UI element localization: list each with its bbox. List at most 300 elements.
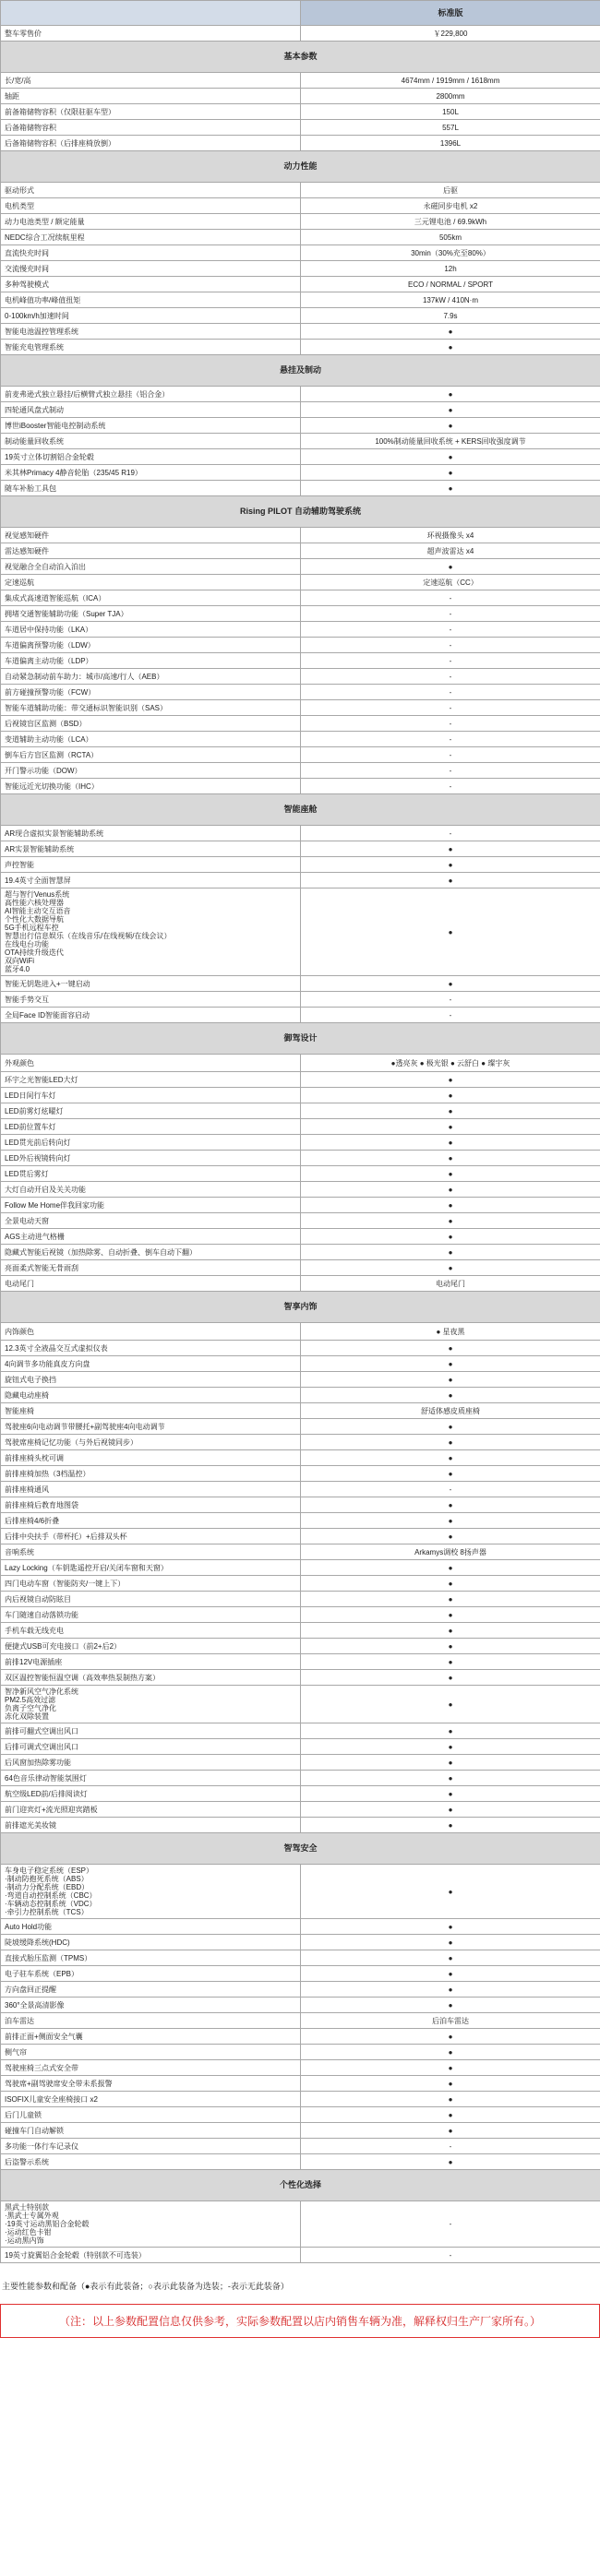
spec-row bbox=[1, 1372, 600, 1388]
spec-label: 音响系统 bbox=[1, 1544, 301, 1560]
spec-value: ECO / NORMAL / SPORT bbox=[301, 277, 600, 292]
spec-label: 后盗警示系统 bbox=[1, 2154, 301, 2170]
spec-row bbox=[1, 230, 600, 245]
spec-value: ● bbox=[301, 1245, 600, 1260]
spec-label: 双区温控智能恒温空调（高效率热泵制热方案） bbox=[1, 1670, 301, 1686]
spec-row bbox=[1, 1818, 600, 1833]
spec-label: LED外后视镜转向灯 bbox=[1, 1151, 301, 1166]
spec-label: 隐藏式智能后视镜（加热除雾、自动折叠、倒车自动下翻） bbox=[1, 1245, 301, 1260]
spec-label: Auto Hold功能 bbox=[1, 1919, 301, 1935]
spec-row bbox=[1, 1435, 600, 1450]
spec-row bbox=[1, 1450, 600, 1466]
spec-row bbox=[1, 261, 600, 277]
spec-label: 制动能量回收系统 bbox=[1, 434, 301, 449]
spec-value: ● bbox=[301, 1166, 600, 1182]
spec-value: ● bbox=[301, 1739, 600, 1755]
spec-label: 动力电池类型 / 额定能量 bbox=[1, 214, 301, 230]
spec-value: ● bbox=[301, 1529, 600, 1544]
spec-label: 集成式高速道智能巡航（ICA） bbox=[1, 590, 301, 606]
spec-label: 全局Face ID智能面容启动 bbox=[1, 1008, 301, 1023]
spec-row bbox=[1, 2029, 600, 2045]
spec-value: 30min（30%充至80%） bbox=[301, 245, 600, 261]
spec-label: 交流慢充时间 bbox=[1, 261, 301, 277]
spec-value: ● bbox=[301, 1865, 600, 1919]
spec-row bbox=[1, 2107, 600, 2123]
spec-row bbox=[1, 1119, 600, 1135]
spec-label: 泊车雷达 bbox=[1, 2013, 301, 2029]
spec-row bbox=[1, 826, 600, 841]
spec-label: 后排中央扶手（带杯托）+后排双头杯 bbox=[1, 1529, 301, 1544]
spec-row bbox=[1, 1466, 600, 1482]
spec-label: 前备箱储物容积（仅限驻驱车型） bbox=[1, 104, 301, 120]
spec-label: 视觉融合全自动泊入泊出 bbox=[1, 559, 301, 575]
spec-row bbox=[1, 1151, 600, 1166]
spec-row bbox=[1, 324, 600, 340]
spec-label: 后门儿童锁 bbox=[1, 2107, 301, 2123]
spec-label: 前排遮光美妆镜 bbox=[1, 1818, 301, 1833]
spec-value: ● bbox=[301, 1639, 600, 1654]
spec-label: 19英寸立体切割铝合金轮毂 bbox=[1, 449, 301, 465]
spec-row bbox=[1, 2060, 600, 2076]
spec-value: ￥229,800 bbox=[301, 26, 600, 42]
spec-value: 电动尾门 bbox=[301, 1276, 600, 1292]
spec-label: 车道偏离预警功能（LDW） bbox=[1, 638, 301, 653]
section-title: 智能座舱 bbox=[1, 794, 600, 826]
section-title: 智驾安全 bbox=[1, 1833, 600, 1865]
spec-row bbox=[1, 732, 600, 747]
spec-row bbox=[1, 1103, 600, 1119]
spec-row bbox=[1, 559, 600, 575]
spec-row bbox=[1, 1135, 600, 1151]
spec-row bbox=[1, 992, 600, 1008]
spec-row bbox=[1, 1686, 600, 1723]
spec-value: 定速巡航（CC） bbox=[301, 575, 600, 590]
spec-row bbox=[1, 1182, 600, 1198]
spec-value: ● bbox=[301, 1654, 600, 1670]
spec-label: 智能车道辅助功能：带交通标识智能识别（SAS） bbox=[1, 700, 301, 716]
spec-value: - bbox=[301, 1008, 600, 1023]
spec-row bbox=[1, 1072, 600, 1088]
spec-value: - bbox=[301, 606, 600, 622]
spec-value: ● bbox=[301, 1771, 600, 1786]
spec-label: 电动尾门 bbox=[1, 1276, 301, 1292]
spec-value: ● bbox=[301, 387, 600, 402]
spec-value: ● bbox=[301, 481, 600, 496]
spec-row bbox=[1, 2045, 600, 2060]
spec-value: Arkamys调校 8扬声器 bbox=[301, 1544, 600, 1560]
trim-name: 标准版 bbox=[301, 1, 600, 26]
spec-value: ● bbox=[301, 1560, 600, 1576]
spec-value: 2800mm bbox=[301, 89, 600, 104]
spec-value: ● bbox=[301, 1723, 600, 1739]
spec-row bbox=[1, 1198, 600, 1213]
spec-label: 变道辅助主动功能（LCA） bbox=[1, 732, 301, 747]
spec-label: 黑武士特别款 ·黑武士专属外观 ·19英寸运动黑铝合金轮毂 ·运动红色卡钳 ·运动黑内饰 bbox=[1, 2201, 301, 2248]
spec-value: ● bbox=[301, 1450, 600, 1466]
spec-value: 505km bbox=[301, 230, 600, 245]
spec-value: - bbox=[301, 779, 600, 794]
spec-label: LED日间行车灯 bbox=[1, 1088, 301, 1103]
spec-label: 直流快充时间 bbox=[1, 245, 301, 261]
spec-label: LED前位置车灯 bbox=[1, 1119, 301, 1135]
spec-row bbox=[1, 1739, 600, 1755]
spec-value: ● bbox=[301, 1919, 600, 1935]
section-header bbox=[1, 1833, 600, 1865]
spec-row bbox=[1, 1356, 600, 1372]
spec-label: 智能充电管理系统 bbox=[1, 340, 301, 355]
spec-row bbox=[1, 857, 600, 873]
spec-row bbox=[1, 1388, 600, 1403]
spec-value: - bbox=[301, 669, 600, 685]
spec-row bbox=[1, 136, 600, 151]
spec-row bbox=[1, 575, 600, 590]
spec-label: 智能座椅 bbox=[1, 1403, 301, 1419]
spec-label: AGS主动进气格栅 bbox=[1, 1229, 301, 1245]
spec-value: ● bbox=[301, 1388, 600, 1403]
spec-value: ● bbox=[301, 1103, 600, 1119]
spec-row bbox=[1, 1966, 600, 1982]
spec-row bbox=[1, 779, 600, 794]
spec-row bbox=[1, 763, 600, 779]
spec-value: ● bbox=[301, 1419, 600, 1435]
spec-value: 150L bbox=[301, 104, 600, 120]
spec-value: ● bbox=[301, 1982, 600, 1998]
spec-label: 车道偏离主动功能（LDP） bbox=[1, 653, 301, 669]
spec-row bbox=[1, 1723, 600, 1739]
spec-row bbox=[1, 1623, 600, 1639]
spec-value: ● 星夜黑 bbox=[301, 1323, 600, 1341]
spec-row bbox=[1, 2123, 600, 2139]
spec-row bbox=[1, 685, 600, 700]
spec-value: ● bbox=[301, 2060, 600, 2076]
spec-label: Lazy Locking（车钥匙遥控开启/关闭车窗和天窗） bbox=[1, 1560, 301, 1576]
spec-row bbox=[1, 402, 600, 418]
spec-row bbox=[1, 1403, 600, 1419]
spec-value: ● bbox=[301, 1966, 600, 1982]
spec-label: 车身电子稳定系统（ESP） ·制动防抱死系统（ABS） ·制动力分配系统（EBD） ·弯道自动控制系统（CBC） ·车辆动态控制系统（VDC） ·牵引力控制系统（TCS） bbox=[1, 1865, 301, 1919]
spec-label: 前麦弗逊式独立悬挂/后横臂式独立悬挂（铝合金） bbox=[1, 387, 301, 402]
spec-row bbox=[1, 1323, 600, 1341]
spec-label: 智能无钥匙进入+一键启动 bbox=[1, 976, 301, 992]
spec-label: 后排可调式空调出风口 bbox=[1, 1739, 301, 1755]
spec-row bbox=[1, 590, 600, 606]
spec-row bbox=[1, 1166, 600, 1182]
spec-value: ● bbox=[301, 1151, 600, 1166]
spec-row bbox=[1, 465, 600, 481]
spec-label: 0-100km/h加速时间 bbox=[1, 308, 301, 324]
spec-label: LED贯光前后转向灯 bbox=[1, 1135, 301, 1151]
section-title: 基本参数 bbox=[1, 42, 600, 73]
spec-row bbox=[1, 2201, 600, 2248]
spec-row bbox=[1, 1919, 600, 1935]
spec-value: ● bbox=[301, 857, 600, 873]
spec-row bbox=[1, 1802, 600, 1818]
spec-label: NEDC综合工况续航里程 bbox=[1, 230, 301, 245]
spec-row bbox=[1, 1576, 600, 1592]
spec-value: ● bbox=[301, 1607, 600, 1623]
spec-label: 倒车后方盲区监测（RCTA） bbox=[1, 747, 301, 763]
spec-label: 内后视镜自动防眩目 bbox=[1, 1592, 301, 1607]
spec-value: - bbox=[301, 992, 600, 1008]
spec-label: 360°全景高清影像 bbox=[1, 1998, 301, 2013]
spec-label: 拥堵交通智能辅助功能（Super TJA） bbox=[1, 606, 301, 622]
spec-row bbox=[1, 89, 600, 104]
spec-label: 后排座椅4/6折叠 bbox=[1, 1513, 301, 1529]
spec-row bbox=[1, 543, 600, 559]
spec-value: ● bbox=[301, 1755, 600, 1771]
spec-label: 智能电池温控管理系统 bbox=[1, 324, 301, 340]
spec-label: 轴距 bbox=[1, 89, 301, 104]
spec-row bbox=[1, 449, 600, 465]
spec-label: 后备箱储物容积 bbox=[1, 120, 301, 136]
spec-label: 电子驻车系统（EPB） bbox=[1, 1966, 301, 1982]
spec-label: 驾驶座6向电动调节带腰托+副驾驶座4向电动调节 bbox=[1, 1419, 301, 1435]
spec-value: ● bbox=[301, 2045, 600, 2060]
spec-label: 米其林Primacy 4静音轮胎（235/45 R19） bbox=[1, 465, 301, 481]
spec-label: 驱动形式 bbox=[1, 183, 301, 198]
spec-row bbox=[1, 1592, 600, 1607]
spec-value: ● bbox=[301, 1998, 600, 2013]
spec-label: 19.4英寸全面智慧屏 bbox=[1, 873, 301, 888]
spec-row bbox=[1, 1935, 600, 1950]
spec-label: 侧气帘 bbox=[1, 2045, 301, 2060]
spec-label: 前方碰撞预警功能（FCW） bbox=[1, 685, 301, 700]
spec-value: ● bbox=[301, 2154, 600, 2170]
spec-label: 随车补胎工具包 bbox=[1, 481, 301, 496]
spec-value: ● bbox=[301, 465, 600, 481]
spec-row bbox=[1, 1497, 600, 1513]
spec-value: ● bbox=[301, 1466, 600, 1482]
spec-label: 便捷式USB可充电接口（前2+后2） bbox=[1, 1639, 301, 1654]
spec-value: ● bbox=[301, 1260, 600, 1276]
spec-label: 全景电动天窗 bbox=[1, 1213, 301, 1229]
spec-value: 三元锂电池 / 69.9kWh bbox=[301, 214, 600, 230]
spec-value: 后驱 bbox=[301, 183, 600, 198]
spec-label: 前排座椅后教育地图袋 bbox=[1, 1497, 301, 1513]
spec-value: ●透亮灰 ● 极光银 ● 云舒白 ● 璨宇灰 bbox=[301, 1055, 600, 1072]
spec-label: 驾驶席+副驾驶席安全带未系报警 bbox=[1, 2076, 301, 2092]
spec-row bbox=[1, 1998, 600, 2013]
spec-row bbox=[1, 653, 600, 669]
spec-row bbox=[1, 214, 600, 230]
spec-value: - bbox=[301, 763, 600, 779]
spec-row bbox=[1, 1670, 600, 1686]
spec-label: 声控智能 bbox=[1, 857, 301, 873]
section-title: 御驾设计 bbox=[1, 1023, 600, 1055]
table-header bbox=[1, 1, 600, 26]
section-header bbox=[1, 496, 600, 528]
spec-row bbox=[1, 1213, 600, 1229]
spec-label: 电机类型 bbox=[1, 198, 301, 214]
spec-value: ● bbox=[301, 1497, 600, 1513]
spec-row bbox=[1, 1865, 600, 1919]
spec-label: 四轮通风盘式制动 bbox=[1, 402, 301, 418]
spec-label: 直接式胎压监测（TPMS） bbox=[1, 1950, 301, 1966]
spec-row bbox=[1, 1529, 600, 1544]
spec-value: ● bbox=[301, 873, 600, 888]
spec-value: - bbox=[301, 2201, 600, 2248]
spec-label: 定速巡航 bbox=[1, 575, 301, 590]
spec-value: 舒适体感皮质座椅 bbox=[301, 1403, 600, 1419]
spec-label: 前排12V电源插座 bbox=[1, 1654, 301, 1670]
spec-value: ● bbox=[301, 888, 600, 976]
spec-value: ● bbox=[301, 2076, 600, 2092]
spec-value: - bbox=[301, 685, 600, 700]
spec-row bbox=[1, 2092, 600, 2107]
spec-label: 4向调节多功能真皮方向盘 bbox=[1, 1356, 301, 1372]
spec-row bbox=[1, 622, 600, 638]
spec-row bbox=[1, 1482, 600, 1497]
spec-row bbox=[1, 1513, 600, 1529]
spec-label: 车门随速自动落锁功能 bbox=[1, 1607, 301, 1623]
spec-value: ● bbox=[301, 1818, 600, 1833]
spec-row bbox=[1, 638, 600, 653]
header-label bbox=[1, 1, 301, 26]
spec-value: - bbox=[301, 590, 600, 606]
spec-row bbox=[1, 245, 600, 261]
spec-value: ● bbox=[301, 1786, 600, 1802]
spec-row bbox=[1, 873, 600, 888]
spec-row bbox=[1, 1055, 600, 1072]
spec-value: ● bbox=[301, 1950, 600, 1966]
spec-row bbox=[1, 2248, 600, 2263]
spec-label: 开门警示功能（DOW） bbox=[1, 763, 301, 779]
spec-label: 大灯自动开启及关关功能 bbox=[1, 1182, 301, 1198]
spec-row bbox=[1, 418, 600, 434]
spec-label: 四门电动车窗（智能防夹/一键上下） bbox=[1, 1576, 301, 1592]
spec-row bbox=[1, 198, 600, 214]
spec-value: ● bbox=[301, 1119, 600, 1135]
section-title: Rising PILOT 自动辅助驾驶系统 bbox=[1, 496, 600, 528]
spec-row bbox=[1, 340, 600, 355]
spec-label: 碰撞车门自动解锁 bbox=[1, 2123, 301, 2139]
spec-row bbox=[1, 2013, 600, 2029]
spec-row bbox=[1, 976, 600, 992]
spec-row bbox=[1, 387, 600, 402]
spec-value: ● bbox=[301, 1135, 600, 1151]
spec-value: 7.9s bbox=[301, 308, 600, 324]
spec-label: 电机峰值功率/峰值扭矩 bbox=[1, 292, 301, 308]
spec-value: ● bbox=[301, 418, 600, 434]
spec-label: ISOFIX儿童安全座椅接口 x2 bbox=[1, 2092, 301, 2107]
section-title: 悬挂及制动 bbox=[1, 355, 600, 387]
section-title: 智享内饰 bbox=[1, 1292, 600, 1323]
spec-label: 自动紧急制动前车助力：城市/高速/行人（AEB） bbox=[1, 669, 301, 685]
spec-value: ● bbox=[301, 1088, 600, 1103]
section-title: 动力性能 bbox=[1, 151, 600, 183]
section-header bbox=[1, 1292, 600, 1323]
disclaimer-note: （注：以上参数配置信息仅供参考，实际参数配置以店内销售车辆为准，解释权归生产厂家所有。） bbox=[0, 2304, 600, 2338]
spec-value: ● bbox=[301, 1802, 600, 1818]
spec-row bbox=[1, 104, 600, 120]
spec-row bbox=[1, 606, 600, 622]
spec-value: - bbox=[301, 638, 600, 653]
spec-label: 航空级LED前/后排阅读灯 bbox=[1, 1786, 301, 1802]
spec-row bbox=[1, 26, 600, 42]
spec-row bbox=[1, 1276, 600, 1292]
spec-label: 前排可翻式空调出风口 bbox=[1, 1723, 301, 1739]
spec-label: 博世iBooster智能电控制动系统 bbox=[1, 418, 301, 434]
section-header bbox=[1, 355, 600, 387]
spec-label: 智净新风空气净化系统 PM2.5高效过滤 负离子空气净化 冻化双除装置 bbox=[1, 1686, 301, 1723]
spec-label: 智能手势交互 bbox=[1, 992, 301, 1008]
spec-label: AR实景智能辅助系统 bbox=[1, 841, 301, 857]
spec-label: 后风窗加热除雾功能 bbox=[1, 1755, 301, 1771]
spec-row bbox=[1, 1419, 600, 1435]
spec-value: ● bbox=[301, 1686, 600, 1723]
spec-label: 亮面柔式智能无骨雨刮 bbox=[1, 1260, 301, 1276]
spec-value: ● bbox=[301, 1356, 600, 1372]
spec-label: 视觉感知硬件 bbox=[1, 528, 301, 543]
spec-value: - bbox=[301, 747, 600, 763]
spec-label: 雷达感知硬件 bbox=[1, 543, 301, 559]
spec-label: 前排座椅加热（3档温控） bbox=[1, 1466, 301, 1482]
spec-label: 驾驶座椅三点式安全带 bbox=[1, 2060, 301, 2076]
spec-label: 车道居中保持功能（LKA） bbox=[1, 622, 301, 638]
spec-value: ● bbox=[301, 1372, 600, 1388]
spec-label: 19英寸旋翼铝合金轮毂（特别款不可选装） bbox=[1, 2248, 301, 2263]
section-header bbox=[1, 1023, 600, 1055]
spec-label: 前排正面+侧面安全气囊 bbox=[1, 2029, 301, 2045]
spec-label: 环宇之光智能LED大灯 bbox=[1, 1072, 301, 1088]
spec-label: 手机车载无线充电 bbox=[1, 1623, 301, 1639]
spec-value: ● bbox=[301, 1576, 600, 1592]
spec-row bbox=[1, 1260, 600, 1276]
spec-value: ● bbox=[301, 1513, 600, 1529]
spec-row bbox=[1, 1560, 600, 1576]
spec-value: - bbox=[301, 826, 600, 841]
spec-label: 智能远近光切换功能（IHC） bbox=[1, 779, 301, 794]
spec-row bbox=[1, 292, 600, 308]
spec-label: 超与智行Venus系统 高性能六核处理器 AI智能主动交互语音 个性化大数据导航 5G手机远程车控 智慧出行信息娱乐（在线音乐/在线视频/在线会议） 在线电台功能 OTA持续升级迭代 双向WiFi 蓝牙4.0 bbox=[1, 888, 301, 976]
spec-row bbox=[1, 481, 600, 496]
spec-value: ● bbox=[301, 449, 600, 465]
spec-value: 100%制动能量回收系统 + KERS回收强度调节 bbox=[301, 434, 600, 449]
spec-label: 12.3英寸全液晶交互式虚拟仪表 bbox=[1, 1341, 301, 1356]
spec-label: 多种驾驶模式 bbox=[1, 277, 301, 292]
spec-row bbox=[1, 277, 600, 292]
spec-value: - bbox=[301, 653, 600, 669]
spec-row bbox=[1, 1008, 600, 1023]
spec-label: 内饰颜色 bbox=[1, 1323, 301, 1341]
spec-row bbox=[1, 700, 600, 716]
spec-value: ● bbox=[301, 1670, 600, 1686]
spec-row bbox=[1, 841, 600, 857]
spec-value: - bbox=[301, 700, 600, 716]
spec-row bbox=[1, 528, 600, 543]
spec-value: ● bbox=[301, 340, 600, 355]
spec-value: 12h bbox=[301, 261, 600, 277]
spec-value: ● bbox=[301, 402, 600, 418]
spec-row bbox=[1, 1771, 600, 1786]
spec-label: 前门迎宾灯+流光照迎宾踏板 bbox=[1, 1802, 301, 1818]
spec-label: 旋钮式电子换挡 bbox=[1, 1372, 301, 1388]
spec-label: 长/宽/高 bbox=[1, 73, 301, 89]
spec-value: ● bbox=[301, 1935, 600, 1950]
spec-row bbox=[1, 308, 600, 324]
spec-label: Follow Me Home伴我回家功能 bbox=[1, 1198, 301, 1213]
spec-label: 前排座椅头枕可调 bbox=[1, 1450, 301, 1466]
spec-value: ● bbox=[301, 1198, 600, 1213]
spec-row bbox=[1, 716, 600, 732]
spec-value: 环视摄像头 x4 bbox=[301, 528, 600, 543]
spec-value: 137kW / 410N·m bbox=[301, 292, 600, 308]
spec-row bbox=[1, 434, 600, 449]
legend-text: 主要性能参数和配备（●表示有此装备；○表示此装备为选装；-表示无此装备） bbox=[2, 2282, 289, 2291]
spec-row bbox=[1, 1229, 600, 1245]
spec-row bbox=[1, 1654, 600, 1670]
section-title: 个性化选择 bbox=[1, 2170, 600, 2201]
